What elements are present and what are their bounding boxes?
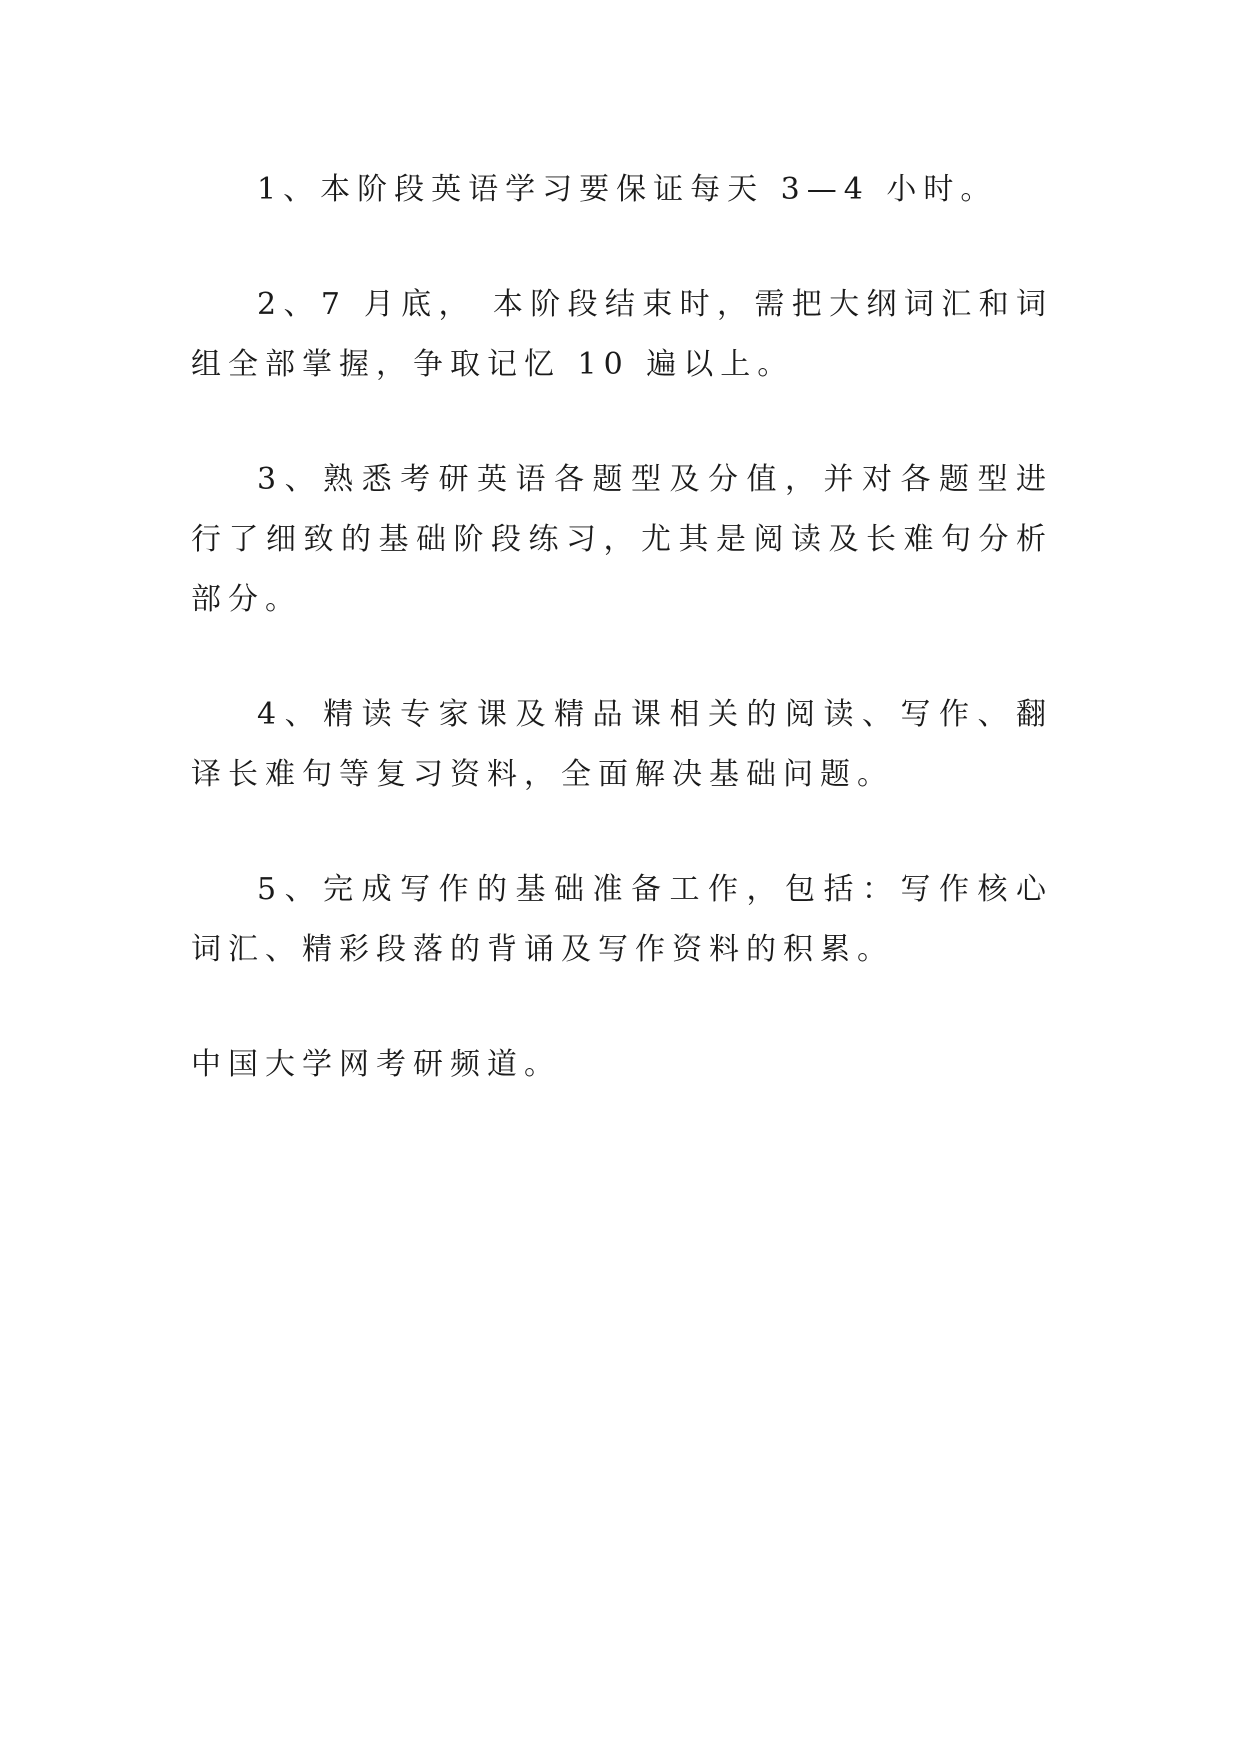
source-note: 中国大学网考研频道。 (191, 1047, 561, 1082)
paragraph-4: 4、精读专家课及精品课相关的阅读、写作、翻译长难句等复习资料，全面解决基础问题。 (191, 697, 1053, 792)
paragraph-5: 5、完成写作的基础准备工作，包括：写作核心词汇、精彩段落的背诵及写作资料的积累。 (191, 872, 1053, 967)
paragraph-1: 1、本阶段英语学习要保证每天 3—4 小时。 (257, 172, 998, 207)
paragraph-3: 3、熟悉考研英语各题型及分值，并对各题型进行了细致的基础阶段练习，尤其是阅读及长难句分析部分。 (191, 462, 1053, 617)
paragraph-2: 2、7 月底， 本阶段结束时，需把大纲词汇和词组全部掌握，争取记忆 10 遍以上。 (191, 287, 1053, 382)
document-body (191, 160, 1053, 1150)
